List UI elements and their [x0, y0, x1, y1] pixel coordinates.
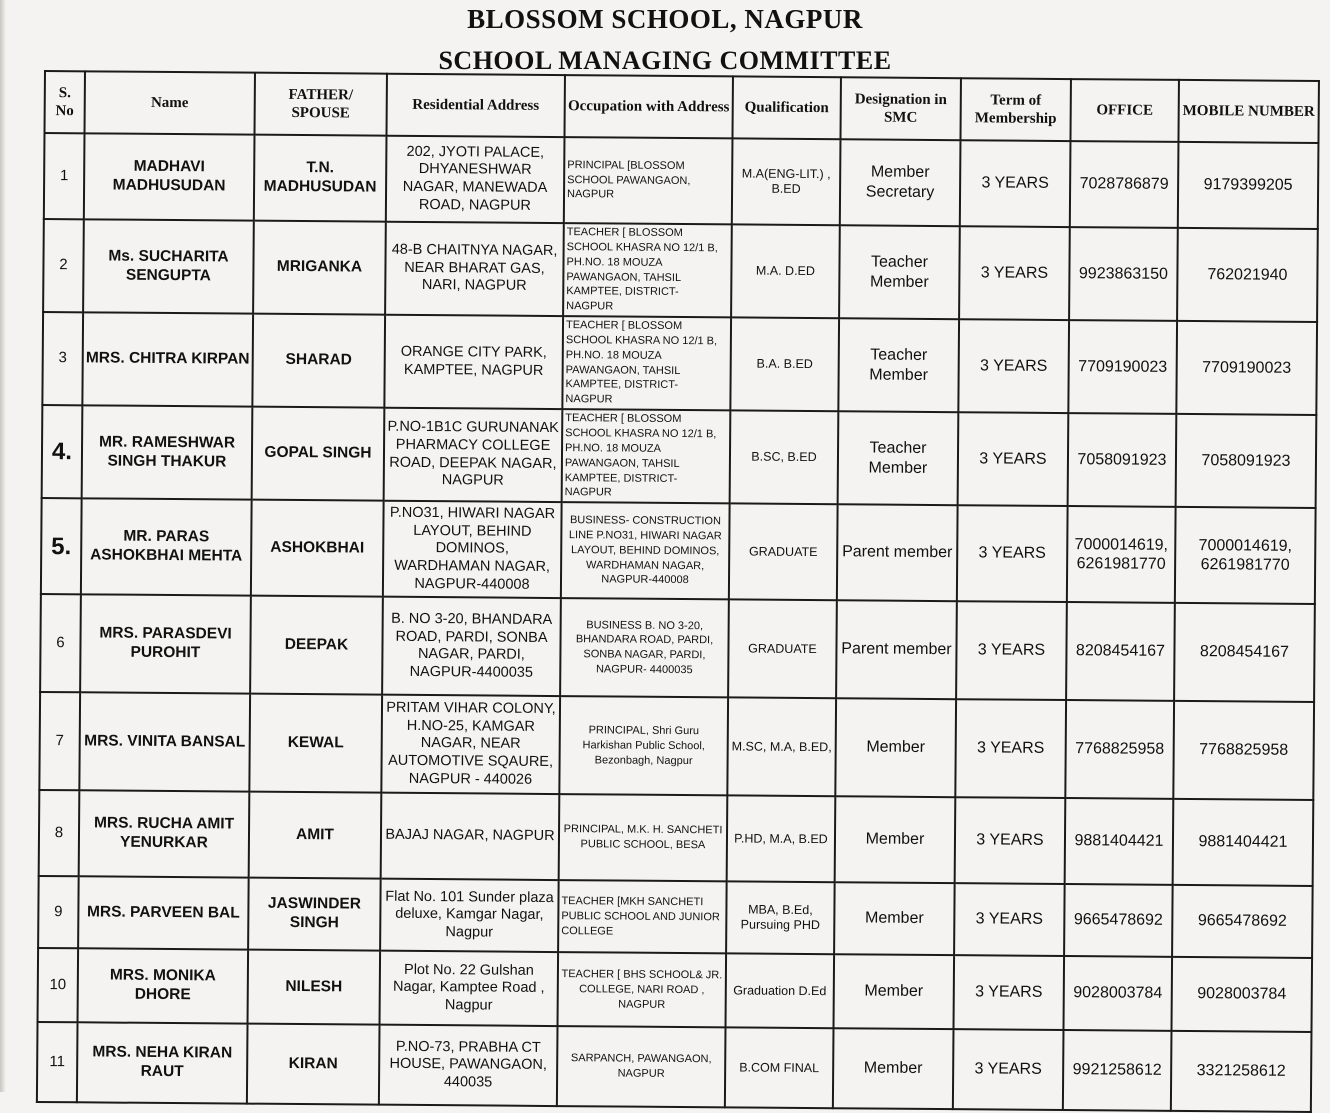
cell-sno: 6 [40, 594, 81, 692]
cell-mobile: 7768825958 [1173, 701, 1314, 800]
cell-office: 7709190023 [1068, 320, 1177, 414]
cell-address: P.NO-73, PRABHA CT HOUSE, PAWANGAON, 440035 [379, 1025, 558, 1106]
cell-term: 3 YEARS [957, 505, 1068, 602]
cell-qualification: MBA, B.Ed, Pursuing PHD [726, 882, 835, 955]
cell-term: 3 YEARS [955, 699, 1066, 798]
cell-designation: Member [833, 954, 954, 1029]
cell-mobile: 7000014619, 6261981770 [1175, 507, 1316, 604]
header-name: Name [85, 71, 255, 134]
cell-designation: Teacher Member [838, 318, 959, 412]
header-office: OFFICE [1070, 79, 1178, 142]
cell-term: 3 YEARS [953, 1029, 1064, 1110]
table-row [37, 1022, 1312, 1112]
cell-sno: 1 [44, 133, 85, 219]
header-father-spouse: FATHER/ SPOUSE [254, 73, 386, 136]
cell-mobile: 9028003784 [1171, 957, 1312, 1032]
cell-mobile: 762021940 [1177, 228, 1318, 322]
cell-sno: 7 [39, 692, 80, 790]
cell-designation: Teacher Member [839, 225, 960, 319]
cell-office: 9665478692 [1064, 884, 1173, 957]
cell-qualification: GRADUATE [728, 600, 837, 699]
cell-occupation: TEACHER [ BLOSSOM SCHOOL KHASRA NO 12/1 B, PH.NO. 18 MOUZA PAWANGAON, TAHSIL KAMPTEE, DISTRICT- NAGPUR [563, 223, 732, 317]
cell-office: 7028786879 [1070, 141, 1179, 228]
cell-designation: Member [835, 698, 956, 797]
cell-father: ASHOKBHAI [251, 500, 384, 597]
cell-office: 8208454167 [1066, 602, 1175, 701]
cell-occupation: SARPANCH, PAWANGAON, NAGPUR [557, 1026, 726, 1107]
committee-title: SCHOOL MANAGING COMMITTEE [438, 46, 892, 75]
cell-name: MR. PARAS ASHOKBHAI MEHTA [81, 498, 252, 595]
cell-mobile: 8208454167 [1174, 603, 1315, 702]
cell-occupation: PRINCIPAL [BLOSSOM SCHOOL PAWANGAON, NAGPUR [564, 137, 733, 224]
cell-office: 9028003784 [1063, 956, 1172, 1031]
cell-term: 3 YEARS [953, 955, 1064, 1030]
cell-address: B. NO 3-20, BHANDARA ROAD, PARDI, SONBA NAGAR, PARDI, NAGPUR-4400035 [382, 597, 561, 696]
cell-father: KIRAN [247, 1024, 380, 1105]
cell-mobile: 9179399205 [1178, 142, 1319, 229]
cell-name: MRS. PARVEEN BAL [78, 876, 249, 949]
cell-sno: 9 [38, 876, 79, 948]
cell-qualification: GRADUATE [729, 504, 838, 601]
cell-mobile: 7709190023 [1176, 321, 1317, 415]
cell-occupation: PRINCIPAL, M.K. H. SANCHETI PUBLIC SCHOOL, BESA [559, 794, 728, 881]
cell-address: P.NO31, HIWARI NAGAR LAYOUT, BEHIND DOMINOS, WARDHAMAN NAGAR, NAGPUR-440008 [383, 501, 562, 598]
cell-address: P.NO-1B1C GURUNANAK PHARMACY COLLEGE ROAD, DEEPAK NAGAR, NAGPUR [384, 408, 563, 502]
cell-sno: 4. [42, 405, 83, 498]
cell-qualification: P.HD, M.A, B.ED [727, 796, 836, 883]
cell-name: Ms. SUCHARITA SENGUPTA [83, 219, 254, 313]
cell-father: MRIGANKA [253, 221, 386, 315]
cell-mobile: 9665478692 [1172, 885, 1313, 958]
cell-father: SHARAD [252, 314, 385, 408]
cell-name: MRS. VINITA BANSAL [79, 692, 250, 791]
cell-father: GOPAL SINGH [252, 407, 385, 501]
page-edge-shadow [0, 0, 6, 1092]
header-designation: Designation in SMC [840, 77, 960, 140]
cell-father: AMIT [249, 792, 382, 879]
cell-office: 7000014619, 6261981770 [1067, 506, 1176, 603]
cell-qualification: B.COM FINAL [725, 1028, 834, 1109]
cell-designation: Parent member [836, 600, 957, 699]
table-row [39, 790, 1314, 886]
cell-occupation: TEACHER [ BLOSSOM SCHOOL KHASRA NO 12/1 B, PH.NO. 18 MOUZA PAWANGAON, TAHSIL KAMPTEE, DISTRICT- NAGPUR [562, 316, 731, 410]
table-row [38, 876, 1313, 958]
cell-name: MRS. NEHA KIRAN RAUT [77, 1022, 248, 1103]
cell-address: 48-B CHAITNYA NAGAR, NEAR BHARAT GAS, NARI, NAGPUR [385, 222, 564, 316]
cell-term: 3 YEARS [959, 226, 1070, 320]
cell-address: ORANGE CITY PARK, KAMPTEE, NAGPUR [384, 315, 563, 409]
cell-name: MRS. PARASDEVI PUROHIT [80, 594, 251, 693]
cell-qualification: M.SC, M.A, B.ED, [727, 698, 836, 797]
cell-sno: 8 [39, 790, 80, 876]
cell-occupation: TEACHER [ BHS SCHOOL& JR. COLLEGE, NARI ROAD , NAGPUR [558, 952, 727, 1027]
cell-address: 202, JYOTI PALACE, DHYANESHWAR NAGAR, MANEWADA ROAD, NAGPUR [386, 136, 565, 223]
cell-name: MRS. CHITRA KIRPAN [82, 312, 253, 406]
header-occupation: Occupation with Address [564, 75, 732, 138]
cell-office: 9881404421 [1065, 798, 1174, 885]
cell-father: NILESH [248, 950, 381, 1025]
cell-term: 3 YEARS [956, 601, 1067, 700]
cell-sno: 3 [42, 312, 83, 405]
header-row [45, 71, 1319, 143]
cell-office: 9921258612 [1063, 1030, 1172, 1111]
cell-qualification: Graduation D.Ed [726, 954, 835, 1029]
table-row [42, 312, 1317, 415]
cell-name: MRS. MONIKA DHORE [78, 948, 249, 1023]
table-row [39, 692, 1314, 800]
cell-father: T.N. MADHUSUDAN [254, 135, 387, 222]
cell-father: KEWAL [249, 694, 382, 793]
cell-sno: 5. [41, 498, 82, 594]
cell-designation: Teacher Member [838, 411, 959, 505]
table-row [40, 594, 1315, 702]
cell-designation: Parent member [837, 504, 958, 601]
cell-address: PRITAM VIHAR COLONY, H.NO-25, KAMGAR NAGAR, NEAR AUTOMOTIVE SQAURE, NAGPUR - 440026 [381, 695, 560, 794]
cell-term: 3 YEARS [958, 412, 1069, 506]
cell-qualification: M.A(ENG-LIT.) , B.ED [732, 138, 841, 225]
cell-address: BAJAJ NAGAR, NAGPUR [381, 793, 560, 880]
cell-mobile: 9881404421 [1173, 799, 1314, 886]
table-row [42, 405, 1317, 508]
cell-office: 9923863150 [1069, 227, 1178, 321]
cell-office: 7058091923 [1068, 413, 1177, 507]
table-row [43, 219, 1318, 322]
cell-occupation: BUSINESS- CONSTRUCTION LINE P.NO31, HIWARI NAGAR LAYOUT, BEHIND DOMINOS, WARDHAMAN NAGAR, NAGPUR-440008 [561, 502, 730, 599]
cell-address: Flat No. 101 Sunder plaza deluxe, Kamgar Nagar, Nagpur [380, 879, 559, 952]
cell-qualification: M.A. D.ED [731, 224, 840, 318]
cell-mobile: 3321258612 [1171, 1031, 1312, 1112]
cell-mobile: 7058091923 [1176, 414, 1317, 508]
cell-name: MR. RAMESHWAR SINGH THAKUR [82, 405, 253, 499]
cell-term: 3 YEARS [955, 797, 1066, 884]
cell-occupation: PRINCIPAL, Shri Guru Harkishan Public School, Bezonbagh, Nagpur [559, 696, 728, 795]
cell-term: 3 YEARS [954, 883, 1065, 956]
cell-qualification: B.A. B.ED [730, 317, 839, 411]
cell-address: Plot No. 22 Gulshan Nagar, Kamptee Road , Nagpur [380, 951, 559, 1026]
cell-designation: Member Secretary [840, 139, 961, 226]
cell-designation: Member [834, 882, 955, 955]
table-row [38, 948, 1313, 1032]
cell-father: JASWINDER SINGH [248, 878, 381, 951]
header-mobile: MOBILE NUMBER [1178, 80, 1318, 143]
table-row [44, 133, 1319, 229]
cell-designation: Member [835, 796, 956, 883]
cell-qualification: B.SC, B.ED [730, 411, 839, 505]
table-row [41, 498, 1316, 604]
cell-office: 7768825958 [1065, 700, 1174, 799]
cell-term: 3 YEARS [960, 140, 1071, 227]
cell-sno: 11 [37, 1022, 78, 1102]
cell-name: MADHAVI MADHUSUDAN [84, 133, 255, 220]
cell-sno: 10 [38, 948, 79, 1022]
cell-designation: Member [833, 1028, 954, 1109]
header-term: Term of Membership [960, 78, 1070, 141]
cell-occupation: TEACHER [MKH SANCHETI PUBLIC SCHOOL AND JUNIOR COLLEGE [558, 880, 727, 953]
header-residential-address: Residential Address [386, 74, 564, 137]
school-title: BLOSSOM SCHOOL, NAGPUR [467, 4, 863, 34]
cell-occupation: TEACHER [ BLOSSOM SCHOOL KHASRA NO 12/1 B, PH.NO. 18 MOUZA PAWANGAON, TAHSIL KAMPTEE, DISTRICT- NAGPUR [562, 409, 731, 503]
committee-table [36, 70, 1320, 1113]
header-sno: S. No [45, 71, 85, 133]
cell-sno: 2 [43, 219, 84, 312]
cell-name: MRS. RUCHA AMIT YENURKAR [79, 790, 250, 877]
cell-father: DEEPAK [250, 596, 383, 695]
cell-occupation: BUSINESS B. NO 3-20, BHANDARA ROAD, PARDI, SONBA NAGAR, PARDI, NAGPUR- 4400035 [560, 598, 729, 697]
header-qualification: Qualification [732, 76, 840, 139]
cell-term: 3 YEARS [958, 319, 1069, 413]
